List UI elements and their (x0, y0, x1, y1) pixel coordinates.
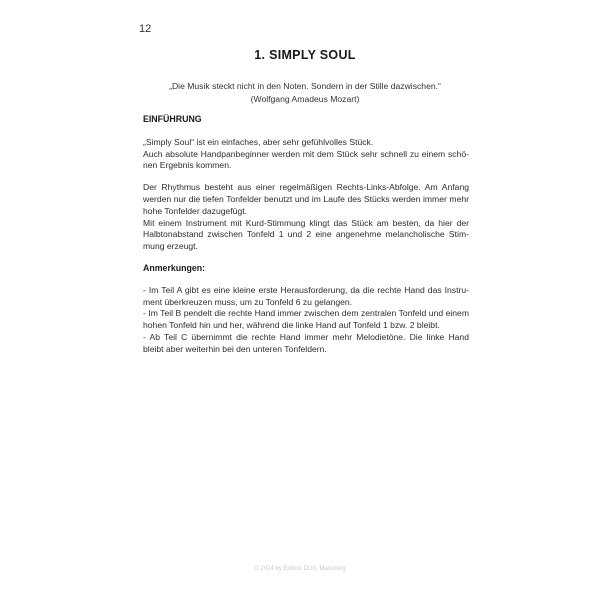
page-number: 12 (139, 23, 152, 35)
intro-paragraph-1-line-1: „Simply Soul“ ist ein einfaches, aber sehr gefühlvolles Stück. (143, 136, 374, 147)
quote-text: „Die Musik steckt nicht in den Noten. Sondern in der Stille dazwischen.“ (169, 81, 441, 91)
notes-heading: Anmerkungen: (143, 262, 206, 273)
intro-heading: EINFÜHRUNG (143, 114, 202, 124)
copyright-footer: © 2024 by Edition DUX, Manching (254, 566, 346, 572)
notes-item-a: - Im Teil A gibt es eine kleine erste Herausforderung, da die rechte Hand das Instrument überkreuzen muss, um zu Tonfeld 6 zu gelangen. (143, 284, 469, 307)
piece-title: 1. SIMPLY SOUL (254, 48, 356, 62)
intro-paragraph-3: Mit einem Instrument mit Kurd-Stimmung klingt das Stück am besten, da hier der Halbtonabstand zwischen Tonfeld 1 und 2 eine angenehme melancholische Stimmung erzeugt. (143, 217, 469, 252)
page-content (143, 114, 469, 356)
quote-author: (Wolfgang Amadeus Mozart) (250, 94, 360, 104)
notes-item-c: - Ab Teil C übernimmt die rechte Hand immer mehr Melodietöne. Die linke Hand bleibt aber weiterhin bei den unteren Tonfeldern. (143, 331, 469, 354)
intro-paragraph-2: Der Rhythmus besteht aus einer regelmäßigen Rechts-Links-Abfolge. Am Anfang werden nur die tiefen Tonfelder benutzt und im Laufe des Stücks werden immer mehr hohe Tonfelder dazugefügt. (143, 182, 469, 216)
notes-item-b: - Im Teil B pendelt die rechte Hand immer zwischen dem zentralen Tonfeld und einem hohen Tonfeld hin und her, während die linke Hand auf Tonfeld 1 bzw. 2 bleibt. (143, 308, 469, 331)
intro-paragraph-1-line-2: Auch absolute Handpanbeginner werden mit dem Stück sehr schnell zu einem schönen Ergebnis kommen. (143, 148, 469, 171)
epigraph-quote (140, 80, 470, 106)
